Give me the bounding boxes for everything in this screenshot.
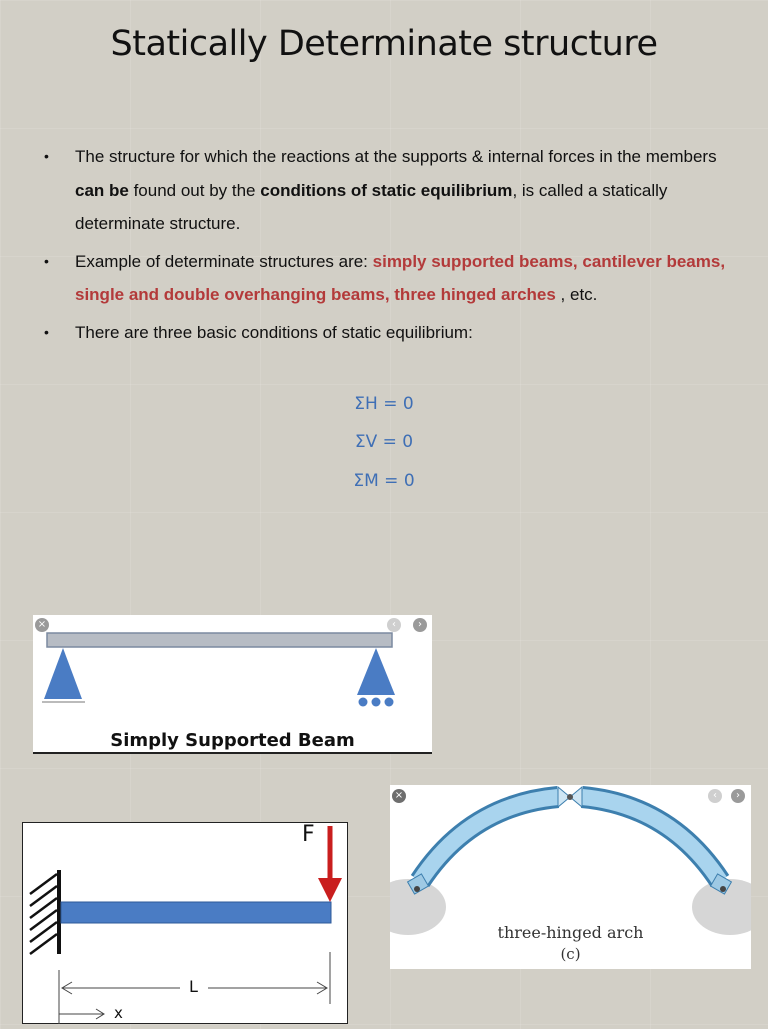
bullet-text: found out by the <box>128 180 261 200</box>
simply-supported-caption: Simply Supported Beam <box>110 730 355 751</box>
simply-supported-beam-figure <box>33 615 432 754</box>
left-hinge-pin <box>414 886 420 892</box>
bullet-list <box>44 140 734 353</box>
arch-caption: three-hinged arch <box>497 923 644 942</box>
cantilever-drawing <box>22 822 348 1024</box>
close-icon[interactable]: × <box>35 618 49 632</box>
chevron-left-icon[interactable]: ‹ <box>708 789 722 803</box>
three-hinged-arch-figure <box>390 785 751 969</box>
pin-support <box>44 648 82 699</box>
equation-sum-h: ΣH = 0 <box>354 394 414 414</box>
beam <box>47 633 392 647</box>
bullet-text: The structure for which the reactions at the supports & internal forces in the members <box>75 147 717 166</box>
roller-wheel <box>372 698 381 707</box>
bullet-text: , etc. <box>555 285 598 304</box>
bullet-text: Example of determinate structures are: <box>75 251 373 271</box>
bullet-item <box>44 140 734 241</box>
bullet-dot: • <box>44 323 49 340</box>
bullet-dot: • <box>44 148 49 164</box>
roller-support <box>357 648 395 695</box>
bullet-dot: • <box>44 252 49 269</box>
bullet-text-highlight: simply supported beams, cantilever beams, single and double overhanging beams, three hinged arches <box>75 251 726 304</box>
right-hinge-pin <box>720 886 726 892</box>
equation-sum-m: ΣM = 0 <box>353 471 415 491</box>
chevron-right-icon[interactable]: › <box>413 618 427 632</box>
chevron-left-icon[interactable]: ‹ <box>387 618 401 632</box>
cantilever-beam <box>61 902 331 923</box>
slide-title: Statically Determinate structure <box>110 24 658 64</box>
force-arrow-head <box>318 878 342 902</box>
cantilever-beam-figure <box>22 822 348 1024</box>
close-icon[interactable]: × <box>392 789 406 803</box>
arch-caption-label: (c) <box>560 945 581 963</box>
bullet-item <box>44 316 734 350</box>
x-label: x <box>114 1004 123 1022</box>
roller-wheel <box>359 698 368 707</box>
chevron-right-icon[interactable]: › <box>731 789 745 803</box>
force-label: F <box>302 822 315 847</box>
crown-hinge-pin <box>567 794 573 800</box>
length-label: L <box>189 977 198 996</box>
bullet-text-bold: can be <box>75 180 129 200</box>
roller-wheel <box>385 698 394 707</box>
bullet-text: , is called a statically determinate structure. <box>75 180 668 233</box>
bullet-text: There are three basic conditions of static equilibrium: <box>75 322 473 342</box>
bullet-text-bold: conditions of static equilibrium <box>260 180 513 200</box>
equation-sum-v: ΣV = 0 <box>354 432 414 452</box>
bullet-item <box>44 245 734 312</box>
wall-hatching <box>30 874 57 954</box>
